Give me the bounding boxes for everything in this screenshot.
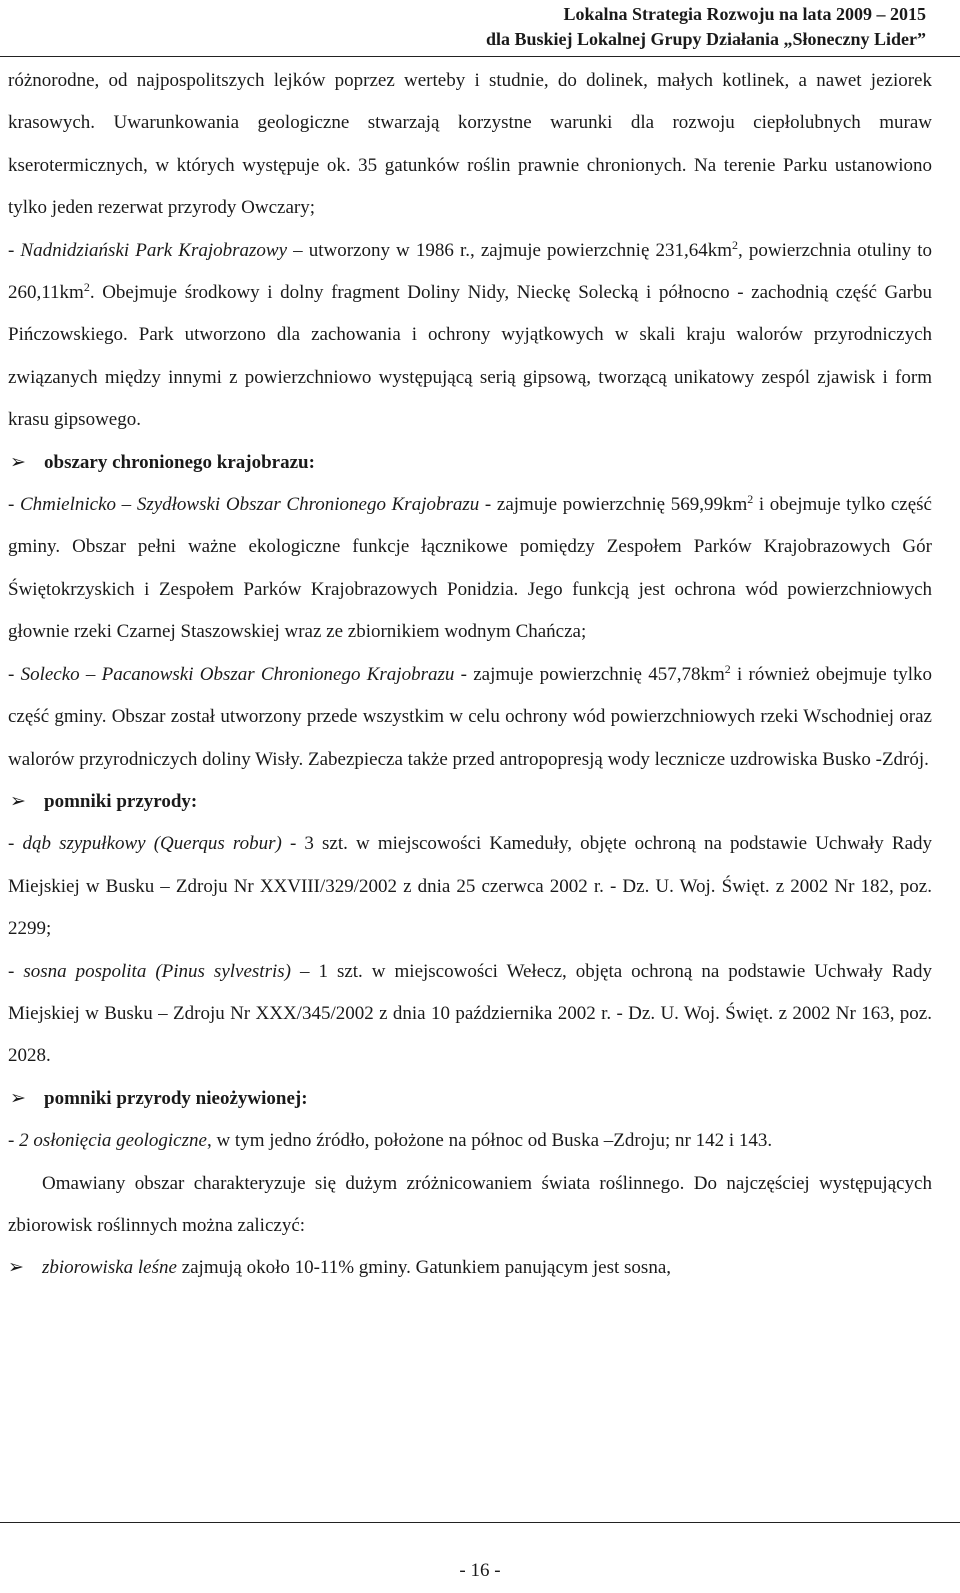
monument-name: dąb szypułkowy (Querqus robur) bbox=[22, 833, 282, 855]
footer-divider bbox=[0, 1522, 960, 1523]
monument-name: sosna pospolita (Pinus sylvestris) bbox=[23, 960, 291, 982]
arrow-bullet-icon: ➢ bbox=[8, 1257, 24, 1279]
paragraph: Omawiany obszar charakteryzuje się dużym zróżnicowaniem świata roślinnego. Do najczęściej występujących zbiorowisk roślinnych można zaliczyć: bbox=[8, 1172, 932, 1236]
monument-name: 2 osłonięcia geologiczne bbox=[19, 1130, 207, 1152]
header-divider bbox=[0, 56, 960, 57]
area-name: Chmielnicko – Szydłowski Obszar Chronionego Krajobrazu bbox=[19, 494, 480, 516]
header-title-line1: Lokalna Strategia Rozwoju na lata 2009 – 2015 bbox=[563, 4, 926, 24]
paragraph: - Solecko – Pacanowski Obszar Chronionego Krajobrazu - zajmuje powierzchnię $457,78km^2$ i również obejmuje tylko część gminy. Obszar został utworzony przede wszystkim w celu ochrony wód powierzchniowych rzeki Wschodniej oraz walorów przyrodniczych doliny Wisły. Zabezpiecza także przed antropopresją wody lecznicze uzdrowiska Busko -Zdrój. bbox=[8, 661, 933, 770]
bullet-label: pomniki przyrody nieożywionej: bbox=[44, 1087, 308, 1109]
section-bullet bbox=[8, 781, 932, 823]
header-title-line2: dla Buskiej Lokalnej Grupy Działania „Słoneczny Lider” bbox=[485, 29, 926, 49]
document-header bbox=[406, 2, 926, 52]
paragraph: - 2 osłonięcia geologiczne, w tym jedno źródło, położone na północ od Buska –Zdroju; nr 142 i 143. bbox=[8, 1130, 773, 1152]
area-name: Solecko – Pacanowski Obszar Chronionego Krajobrazu bbox=[20, 663, 455, 685]
arrow-bullet-icon: ➢ bbox=[10, 1087, 26, 1109]
section-bullet bbox=[8, 1078, 932, 1120]
bullet-label: obszary chronionego krajobrazu: bbox=[44, 451, 315, 473]
section-bullet bbox=[8, 442, 932, 484]
bullet-label: pomniki przyrody: bbox=[44, 790, 198, 812]
paragraph: ➢ zbiorowiska leśne zajmują około 10-11% gminy. Gatunkiem panującym jest sosna, bbox=[8, 1247, 932, 1289]
paragraph: - Nadnidziański Park Krajobrazowy – utworzony w 1986 r., zajmuje powierzchnię $231,64km^2$, powierzchnia otuliny to $260,11km^2$. Obejmuje środkowy i dolny fragment Doliny Nidy, Nieckę Solecką i północno - zachodnią część Garbu Pińczowskiego. Park utworzono dla zachowania i ochrony wyjątkowych w skali kraju walorów przyrodniczych związanych między innymi z powierzchniowo występującą serią gipsową, tworzącą unikatowy zespól zjawisk i form krasu gipsowego. bbox=[8, 237, 932, 431]
arrow-bullet-icon: ➢ bbox=[10, 790, 26, 812]
paragraph: - dąb szypułkowy (Querqus robur) - 3 szt. w miejscowości Kameduły, objęte ochroną na podstawie Uchwały Rady Miejskiej w Busku – Zdroju Nr XXVIII/329/2002 z dnia 25 czerwca 2002 r. - Dz. U. Woj. Święt. z 2002 Nr 182, poz. 2299; bbox=[8, 833, 933, 940]
page-number: - 16 - bbox=[459, 1560, 501, 1581]
arrow-bullet-icon: ➢ bbox=[10, 451, 26, 473]
paragraph: różnorodne, od najpospolitszych lejków poprzez werteby i studnie, do dolinek, małych kotlinek, a nawet jeziorek krasowych. Uwarunkowania geologiczne stwarzają korzystne warunki dla rozwoju ciepłolubnych muraw kserotermicznych, w których występuje ok. 35 gatunków roślin prawnie chronionych. Na terenie Parku ustanowiono tylko jeden rezerwat przyrody Owczary; bbox=[8, 70, 932, 219]
paragraph: - Chmielnicko – Szydłowski Obszar Chronionego Krajobrazu - zajmuje powierzchnię $569,99km^2$ i obejmuje tylko część gminy. Obszar pełni ważne ekologiczne funkcje łącznikowe pomiędzy Zespołem Parków Krajobrazowych Gór Świętokrzyskich i Zespołem Parków Krajobrazowych Ponidzia. Jego funkcją jest ochrona wód powierzchniowych głownie rzeki Czarnej Staszowskiej wraz ze zbiornikiem wodnym Chańcza; bbox=[8, 492, 932, 643]
document-body bbox=[8, 60, 932, 1290]
park-name: Nadnidziański Park Krajobrazowy bbox=[20, 239, 288, 261]
paragraph: - sosna pospolita (Pinus sylvestris) – 1 szt. w miejscowości Wełecz, objęta ochroną na podstawie Uchwały Rady Miejskiej w Busku – Zdroju Nr XXX/345/2002 z dnia 10 października 2002 r. - Dz. U. Woj. Święt. z 2002 Nr 163, poz. 2028. bbox=[8, 960, 932, 1067]
vegetation-type: zbiorowiska leśne bbox=[42, 1257, 177, 1279]
